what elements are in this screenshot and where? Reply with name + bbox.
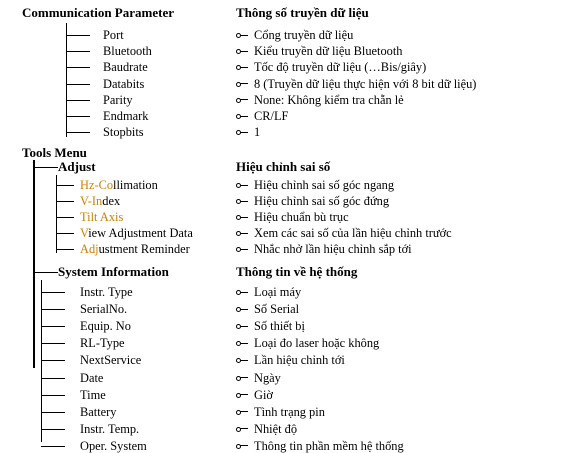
- item-name: Baudrate: [103, 60, 148, 75]
- tree-branch: [41, 429, 65, 430]
- key-icon: [236, 408, 248, 416]
- item-name: [80, 242, 190, 256]
- tree-branch: [41, 326, 65, 327]
- tree-branch: [66, 116, 90, 117]
- item-name: [80, 226, 193, 240]
- section-title-communication-vi: Thông số truyền dữ liệu: [236, 5, 369, 20]
- key-icon: [236, 197, 248, 205]
- item-name: RL-Type: [80, 336, 125, 351]
- key-icon: [236, 374, 248, 382]
- item-name: Equip. No: [80, 319, 131, 334]
- item-desc: Tình trạng pin: [254, 404, 325, 419]
- tree-branch: [41, 360, 65, 361]
- item-desc: Xem các sai số của lần hiệu chỉnh trước: [254, 226, 452, 241]
- item-desc: Nhiệt độ: [254, 421, 298, 436]
- key-icon: [236, 96, 248, 104]
- item-desc: Nhắc nhở lần hiệu chỉnh sắp tới: [254, 242, 412, 257]
- item-name: Port: [103, 28, 124, 42]
- key-icon: [236, 425, 248, 433]
- tree-branch-system: [34, 272, 58, 273]
- item-name-rest: ustment Reminder: [98, 242, 190, 257]
- item-desc: Thông tin phần mềm hệ thống: [254, 438, 404, 453]
- item-name: SerialNo.: [80, 302, 128, 317]
- item-name: Oper. System: [80, 438, 147, 453]
- item-name: Instr. Type: [80, 285, 133, 299]
- item-desc: Kiểu truyền dữ liệu Bluetooth: [254, 44, 403, 59]
- item-desc: Loại đo laser hoặc không: [254, 336, 380, 351]
- item-desc: Cổng truyền dữ liệu: [254, 28, 354, 42]
- item-name-highlight: Adj: [80, 242, 99, 257]
- item-name: Databits: [103, 76, 145, 91]
- tree-trunk-tools: [33, 160, 35, 368]
- item-name: Battery: [80, 404, 117, 419]
- item-name: [80, 210, 123, 224]
- tree-branch: [56, 185, 74, 186]
- section-title-communication: Communication Parameter: [22, 5, 174, 20]
- item-name-highlight: Tilt Axis: [80, 210, 124, 225]
- key-icon: [236, 112, 248, 120]
- key-icon: [236, 181, 248, 189]
- key-icon: [236, 128, 248, 136]
- tree-branch: [41, 343, 65, 344]
- tree-branch: [66, 132, 90, 133]
- item-desc: Ngày: [254, 370, 281, 385]
- key-icon: [236, 339, 248, 347]
- item-name: Stopbits: [103, 125, 144, 140]
- item-name-highlight: V-In: [80, 194, 103, 209]
- item-desc: Hiệu chuẩn bù trục: [254, 210, 349, 225]
- item-desc: Lần hiệu chỉnh tới: [254, 353, 345, 368]
- tree-branch: [66, 67, 90, 68]
- key-icon: [236, 213, 248, 221]
- item-desc: Hiệu chỉnh sai số góc ngang: [254, 178, 395, 192]
- item-name-rest: dex: [102, 194, 121, 209]
- item-desc: 8 (Truyền dữ liệu thực hiện với 8 bit dữ liệu): [254, 76, 477, 91]
- key-icon: [236, 47, 248, 55]
- item-name-highlight: V: [80, 226, 89, 241]
- item-desc: Số Serial: [254, 302, 300, 317]
- item-name: NextService: [80, 353, 142, 368]
- key-icon: [236, 31, 248, 39]
- item-name: Endmark: [103, 109, 149, 123]
- item-name-rest: iew Adjustment Data: [88, 226, 193, 241]
- key-icon: [236, 442, 248, 450]
- item-desc: Số thiết bị: [254, 319, 305, 334]
- item-desc: CR/LF: [254, 109, 289, 123]
- item-name: Parity: [103, 92, 133, 107]
- key-icon: [236, 229, 248, 237]
- item-name: Bluetooth: [103, 44, 152, 59]
- item-desc: Tốc độ truyền dữ liệu (…Bis/giây): [254, 60, 427, 75]
- item-name: [80, 178, 158, 192]
- tree-branch: [56, 233, 74, 234]
- tree-branch: [66, 51, 90, 52]
- key-icon: [236, 245, 248, 253]
- section-title-system-vi: Thông tin về hệ thống: [236, 264, 358, 279]
- tree-trunk-adjust: [56, 175, 57, 253]
- tree-branch: [56, 249, 74, 250]
- item-desc: Hiệu chỉnh sai số góc đứng: [254, 194, 390, 209]
- section-title-adjust-vi: Hiệu chỉnh sai số: [236, 159, 331, 174]
- key-icon: [236, 322, 248, 330]
- tree-branch: [41, 412, 65, 413]
- item-name: Date: [80, 370, 104, 385]
- tree-branch: [66, 84, 90, 85]
- section-title-system: System Information: [58, 264, 169, 279]
- item-desc: None: Không kiểm tra chẵn lẻ: [254, 92, 404, 107]
- key-icon: [236, 391, 248, 399]
- tree-branch: [41, 395, 65, 396]
- item-name: [80, 194, 120, 208]
- tree-branch: [56, 217, 74, 218]
- key-icon: [236, 63, 248, 71]
- tree-branch: [41, 446, 65, 447]
- tree-branch: [41, 292, 65, 293]
- tree-branch: [41, 309, 65, 310]
- key-icon: [236, 80, 248, 88]
- item-desc: Giờ: [254, 387, 273, 402]
- item-desc: Loại máy: [254, 285, 302, 299]
- tree-branch: [66, 35, 90, 36]
- key-icon: [236, 305, 248, 313]
- tools-menu-title: Tools Menu: [22, 145, 87, 160]
- tree-branch: [56, 201, 74, 202]
- item-name-highlight: Hz-Co: [80, 178, 114, 192]
- tree-branch: [41, 378, 65, 379]
- key-icon: [236, 356, 248, 364]
- tree-branch: [66, 100, 90, 101]
- item-name: Time: [80, 387, 106, 402]
- key-icon: [236, 288, 248, 296]
- item-desc: 1: [254, 125, 261, 140]
- tree-branch-adjust: [34, 167, 58, 168]
- item-name-rest: llimation: [113, 178, 158, 192]
- tree-trunk-communication: [66, 23, 67, 137]
- section-title-adjust: Adjust: [58, 159, 96, 174]
- item-name: Instr. Temp.: [80, 421, 140, 436]
